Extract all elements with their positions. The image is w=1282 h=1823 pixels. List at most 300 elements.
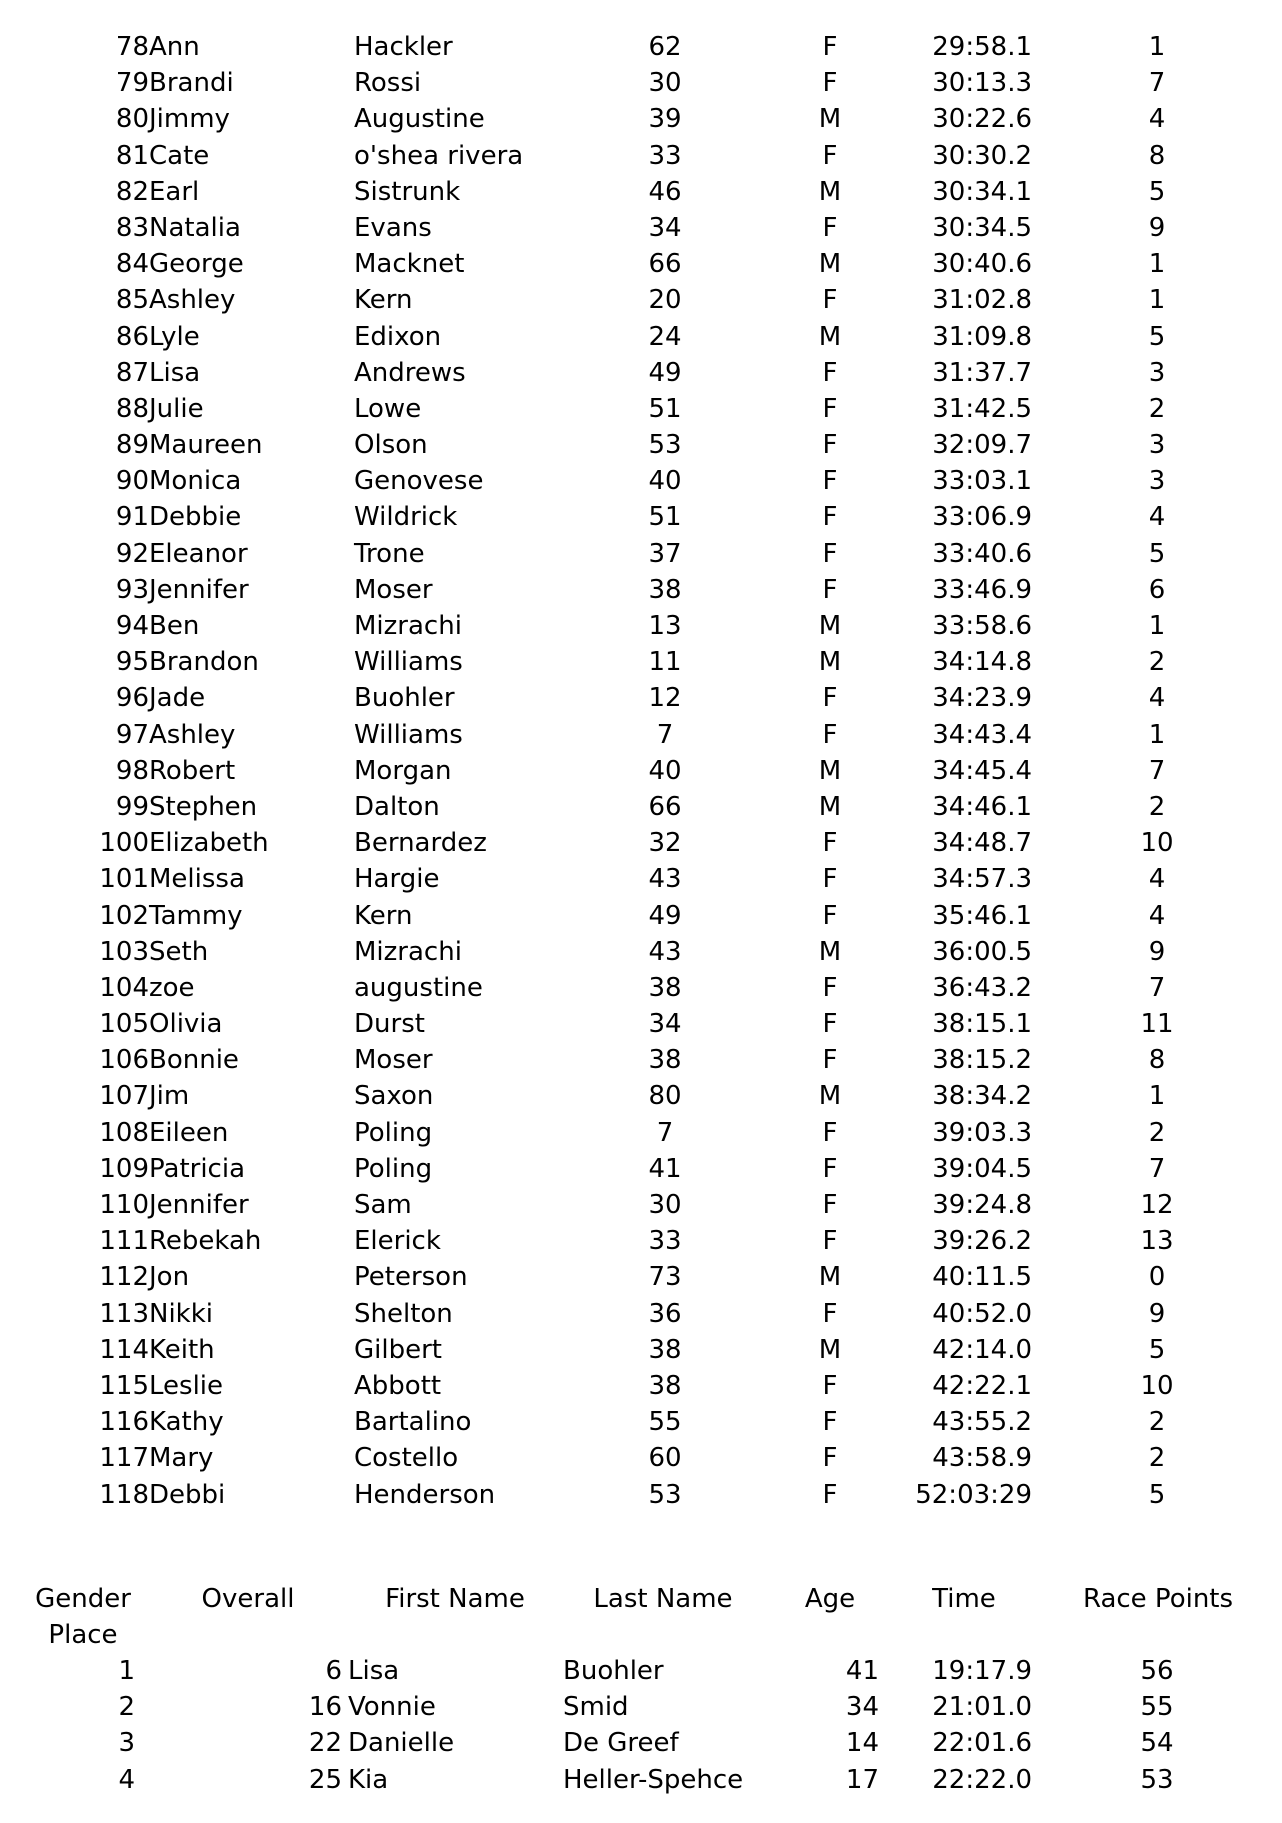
age-cell: 34 (648, 1009, 682, 1040)
first-name-cell: Olivia (149, 1009, 223, 1040)
time-cell: 34:45.4 (932, 755, 1032, 786)
age-cell: 38 (648, 972, 682, 1003)
last-name-cell: Kern (354, 900, 413, 931)
table-row (0, 1042, 1282, 1078)
age-cell: 34 (845, 1692, 879, 1723)
first-name-cell: Jade (149, 683, 206, 714)
table-row (0, 499, 1282, 535)
age-cell: 36 (648, 1298, 682, 1329)
points-cell: 9 (1148, 1298, 1166, 1329)
points-cell: 2 (1148, 1407, 1166, 1438)
gender-cell: F (822, 719, 838, 750)
header-time: Time (932, 1584, 996, 1614)
gender-cell: F (822, 683, 838, 714)
time-cell: 31:09.8 (932, 321, 1032, 352)
table-row (0, 1725, 1282, 1761)
first-name-cell: Lisa (348, 1656, 400, 1686)
gender-table-body (0, 1653, 1282, 1798)
table-row (0, 608, 1282, 644)
gender-cell: F (822, 1009, 838, 1040)
table-row (0, 825, 1282, 861)
last-name-cell: Hackler (354, 32, 453, 62)
place-cell: 80 (115, 104, 149, 135)
time-cell: 39:24.8 (932, 1190, 1032, 1220)
last-name-cell: Dalton (354, 791, 440, 822)
place-cell: 86 (115, 321, 149, 352)
points-cell: 3 (1148, 466, 1166, 497)
header-last-name: Last Name (593, 1584, 733, 1614)
first-name-cell: Cate (149, 140, 210, 171)
gender-cell: F (822, 1226, 838, 1257)
points-cell: 8 (1148, 140, 1166, 171)
last-name-cell: Wildrick (354, 502, 458, 533)
points-cell: 10 (1140, 828, 1174, 859)
place-cell: 112 (99, 1262, 149, 1293)
age-cell: 43 (648, 864, 682, 895)
last-name-cell: Bernardez (354, 828, 487, 859)
gender-cell: F (822, 1045, 838, 1076)
place-cell: 92 (115, 538, 149, 569)
gender-cell: F (822, 972, 838, 1003)
gender-cell: M (818, 176, 842, 207)
points-cell: 4 (1148, 683, 1166, 714)
time-cell: 33:06.9 (932, 502, 1032, 533)
time-cell: 33:40.6 (932, 538, 1032, 569)
table-row (0, 138, 1282, 174)
gender-cell: M (818, 936, 842, 967)
points-cell: 1 (1148, 719, 1166, 750)
table-row (0, 1151, 1282, 1187)
time-cell: 33:58.6 (932, 611, 1032, 641)
age-cell: 7 (656, 719, 674, 750)
points-cell: 1 (1148, 249, 1166, 280)
time-cell: 30:34.5 (932, 212, 1032, 243)
time-cell: 30:40.6 (932, 249, 1032, 280)
table-row (0, 174, 1282, 210)
table-row (0, 789, 1282, 825)
points-cell: 8 (1148, 1045, 1166, 1076)
table-row (0, 1223, 1282, 1259)
gender-place-cell: 3 (118, 1728, 135, 1759)
place-cell: 106 (99, 1045, 149, 1076)
place-cell: 85 (115, 285, 149, 316)
points-cell: 0 (1148, 1262, 1166, 1293)
last-name-cell: Buohler (563, 1656, 664, 1686)
points-cell: 5 (1148, 538, 1166, 569)
place-cell: 102 (99, 900, 149, 931)
age-cell: 38 (648, 1334, 682, 1365)
points-cell: 1 (1148, 285, 1166, 316)
first-name-cell: Maureen (149, 430, 263, 461)
time-cell: 31:37.7 (932, 357, 1032, 388)
first-name-cell: Nikki (149, 1298, 214, 1329)
first-name-cell: Leslie (149, 1370, 224, 1401)
gender-cell: F (822, 538, 838, 569)
age-cell: 40 (648, 466, 682, 497)
last-name-cell: Williams (354, 647, 463, 678)
overall-results-table (0, 29, 1282, 1513)
age-cell: 51 (648, 502, 682, 533)
gender-place-cell: 2 (118, 1692, 135, 1723)
gender-cell: F (822, 864, 838, 895)
time-cell: 30:22.6 (932, 104, 1032, 135)
gender-cell: M (818, 755, 842, 786)
header-race-points: Race Points (1082, 1584, 1234, 1614)
gender-cell: M (818, 104, 842, 135)
gender-results-table (0, 1581, 1282, 1798)
place-cell: 118 (99, 1479, 149, 1510)
table-row (0, 1296, 1282, 1332)
last-name-cell: Sistrunk (354, 176, 461, 207)
last-name-cell: Saxon (354, 1081, 434, 1112)
time-cell: 31:42.5 (932, 393, 1032, 424)
time-cell: 33:03.1 (932, 466, 1032, 497)
first-name-cell: Mary (149, 1443, 214, 1474)
points-cell: 4 (1148, 104, 1166, 135)
table-row (0, 246, 1282, 282)
place-cell: 82 (115, 176, 149, 207)
table-row (0, 1477, 1282, 1513)
last-name-cell: Poling (354, 1153, 433, 1184)
age-cell: 43 (648, 936, 682, 967)
age-cell: 24 (648, 321, 682, 352)
place-cell: 103 (99, 936, 149, 967)
age-cell: 12 (648, 683, 682, 714)
place-cell: 109 (99, 1153, 149, 1184)
place-cell: 95 (115, 647, 149, 678)
place-cell: 84 (115, 249, 149, 280)
age-cell: 33 (648, 1226, 682, 1257)
points-cell: 7 (1148, 1153, 1166, 1184)
gender-cell: F (822, 1443, 838, 1474)
time-cell: 34:48.7 (932, 828, 1032, 859)
last-name-cell: Buohler (354, 683, 455, 714)
points-cell: 54 (1140, 1728, 1174, 1759)
first-name-cell: Kia (348, 1764, 389, 1795)
age-cell: 51 (648, 393, 682, 424)
gender-cell: M (818, 321, 842, 352)
points-cell: 5 (1148, 1334, 1166, 1365)
points-cell: 5 (1148, 321, 1166, 352)
age-cell: 55 (648, 1407, 682, 1438)
points-cell: 4 (1148, 502, 1166, 533)
age-cell: 11 (648, 647, 682, 678)
table-row (0, 753, 1282, 789)
points-cell: 2 (1148, 647, 1166, 678)
age-cell: 66 (648, 791, 682, 822)
age-cell: 37 (648, 538, 682, 569)
age-cell: 39 (648, 104, 682, 135)
table-row (0, 1115, 1282, 1151)
points-cell: 55 (1140, 1692, 1174, 1723)
gender-cell: F (822, 430, 838, 461)
place-cell: 107 (99, 1081, 149, 1112)
age-cell: 38 (648, 1370, 682, 1401)
table-row (0, 1762, 1282, 1798)
last-name-cell: Elerick (354, 1226, 441, 1257)
gender-cell: F (822, 1479, 838, 1510)
table-row (0, 898, 1282, 934)
table-row (0, 1187, 1282, 1223)
age-cell: 32 (648, 828, 682, 859)
header-first-name: First Name (385, 1584, 525, 1614)
age-cell: 38 (648, 574, 682, 605)
table-row (0, 319, 1282, 355)
gender-cell: F (822, 357, 838, 388)
time-cell: 34:43.4 (932, 719, 1032, 750)
last-name-cell: Morgan (354, 755, 452, 786)
time-cell: 22:01.6 (932, 1728, 1032, 1759)
table-row (0, 861, 1282, 897)
place-cell: 87 (115, 357, 149, 388)
first-name-cell: Lisa (149, 357, 201, 388)
gender-cell: F (822, 285, 838, 316)
time-cell: 38:15.2 (932, 1045, 1032, 1076)
gender-cell: F (822, 828, 838, 859)
points-cell: 1 (1148, 611, 1166, 641)
first-name-cell: Debbie (149, 502, 242, 533)
points-cell: 1 (1148, 32, 1166, 62)
points-cell: 5 (1148, 176, 1166, 207)
last-name-cell: Evans (354, 212, 432, 243)
place-cell: 111 (99, 1226, 149, 1257)
table-row (0, 101, 1282, 137)
points-cell: 4 (1148, 900, 1166, 931)
points-cell: 7 (1148, 68, 1166, 99)
points-cell: 1 (1148, 1081, 1166, 1112)
points-cell: 56 (1140, 1656, 1174, 1686)
table-row (0, 1440, 1282, 1476)
first-name-cell: Earl (149, 176, 200, 207)
first-name-cell: Robert (149, 755, 236, 786)
time-cell: 32:09.7 (932, 430, 1032, 461)
gender-cell: F (822, 1370, 838, 1401)
age-cell: 17 (845, 1764, 879, 1795)
header-gender-place: Gender Place (35, 1584, 131, 1650)
place-cell: 114 (99, 1334, 149, 1365)
header-age: Age (804, 1584, 856, 1614)
place-cell: 99 (115, 791, 149, 822)
first-name-cell: Vonnie (348, 1692, 436, 1723)
table-row (0, 680, 1282, 716)
time-cell: 22:22.0 (932, 1764, 1032, 1795)
points-cell: 11 (1140, 1009, 1174, 1040)
place-cell: 81 (115, 140, 149, 171)
last-name-cell: Gilbert (354, 1334, 442, 1365)
table-row (0, 355, 1282, 391)
points-cell: 7 (1148, 972, 1166, 1003)
age-cell: 20 (648, 285, 682, 316)
age-cell: 73 (648, 1262, 682, 1293)
first-name-cell: Debbi (149, 1479, 226, 1510)
age-cell: 49 (648, 900, 682, 931)
age-cell: 30 (648, 68, 682, 99)
first-name-cell: Elizabeth (149, 828, 269, 859)
points-cell: 2 (1148, 1117, 1166, 1148)
first-name-cell: Bonnie (149, 1045, 239, 1076)
first-name-cell: Ann (149, 32, 200, 62)
table-row (0, 391, 1282, 427)
last-name-cell: o'shea rivera (354, 140, 524, 171)
overall-cell: 25 (308, 1764, 342, 1795)
last-name-cell: Augustine (354, 104, 485, 135)
last-name-cell: Sam (354, 1190, 412, 1220)
first-name-cell: Danielle (348, 1728, 455, 1759)
place-cell: 78 (115, 32, 149, 62)
first-name-cell: Jimmy (149, 104, 230, 135)
last-name-cell: Durst (354, 1009, 425, 1040)
last-name-cell: De Greef (563, 1728, 679, 1759)
first-name-cell: Julie (149, 393, 204, 424)
time-cell: 33:46.9 (932, 574, 1032, 605)
table-row (0, 210, 1282, 246)
table-row (0, 572, 1282, 608)
last-name-cell: Mizrachi (354, 611, 462, 641)
gender-place-cell: 1 (118, 1656, 135, 1686)
gender-cell: F (822, 1153, 838, 1184)
table-row (0, 65, 1282, 101)
gender-cell: M (818, 647, 842, 678)
time-cell: 31:02.8 (932, 285, 1032, 316)
table-row (0, 536, 1282, 572)
points-cell: 2 (1148, 791, 1166, 822)
time-cell: 29:58.1 (932, 32, 1032, 62)
time-cell: 40:52.0 (932, 1298, 1032, 1329)
gender-cell: M (818, 1262, 842, 1293)
last-name-cell: Bartalino (354, 1407, 472, 1438)
place-cell: 91 (115, 502, 149, 533)
place-cell: 94 (115, 611, 149, 641)
place-cell: 116 (99, 1407, 149, 1438)
points-cell: 12 (1140, 1190, 1174, 1220)
table-row (0, 1404, 1282, 1440)
age-cell: 14 (845, 1728, 879, 1759)
place-cell: 110 (99, 1190, 149, 1220)
first-name-cell: Monica (149, 466, 242, 497)
time-cell: 42:22.1 (932, 1370, 1032, 1401)
first-name-cell: Brandon (149, 647, 259, 678)
gender-cell: M (818, 791, 842, 822)
last-name-cell: Hargie (354, 864, 440, 895)
place-cell: 83 (115, 212, 149, 243)
table-row (0, 29, 1282, 65)
gender-cell: F (822, 140, 838, 171)
place-cell: 98 (115, 755, 149, 786)
table-row (0, 427, 1282, 463)
first-name-cell: Natalia (149, 212, 241, 243)
last-name-cell: Kern (354, 285, 413, 316)
last-name-cell: Genovese (354, 466, 484, 497)
place-cell: 113 (99, 1298, 149, 1329)
table-row (0, 970, 1282, 1006)
first-name-cell: Jim (149, 1081, 190, 1112)
gender-cell: F (822, 1190, 838, 1220)
time-cell: 38:15.1 (932, 1009, 1032, 1040)
time-cell: 39:03.3 (932, 1117, 1032, 1148)
gender-cell: F (822, 1407, 838, 1438)
points-cell: 10 (1140, 1370, 1174, 1401)
header-overall: Overall (201, 1584, 295, 1614)
points-cell: 53 (1140, 1764, 1174, 1795)
last-name-cell: Trone (354, 538, 425, 569)
gender-cell: F (822, 1298, 838, 1329)
age-cell: 53 (648, 430, 682, 461)
place-cell: 93 (115, 574, 149, 605)
time-cell: 42:14.0 (932, 1334, 1032, 1365)
time-cell: 34:14.8 (932, 647, 1032, 678)
table-row (0, 1653, 1282, 1689)
first-name-cell: Brandi (149, 68, 234, 99)
time-cell: 30:13.3 (932, 68, 1032, 99)
last-name-cell: Costello (354, 1443, 459, 1474)
time-cell: 30:34.1 (932, 176, 1032, 207)
points-cell: 3 (1148, 430, 1166, 461)
overall-cell: 6 (325, 1656, 342, 1686)
time-cell: 19:17.9 (932, 1656, 1032, 1686)
age-cell: 30 (648, 1190, 682, 1220)
time-cell: 36:00.5 (932, 936, 1032, 967)
first-name-cell: Eleanor (149, 538, 248, 569)
first-name-cell: George (149, 249, 244, 280)
gender-cell: F (822, 574, 838, 605)
gender-place-cell: 4 (118, 1764, 135, 1795)
age-cell: 60 (648, 1443, 682, 1474)
gender-cell: F (822, 68, 838, 99)
first-name-cell: Melissa (149, 864, 245, 895)
last-name-cell: Olson (354, 430, 428, 461)
first-name-cell: Ben (149, 611, 200, 641)
time-cell: 40:11.5 (932, 1262, 1032, 1293)
gender-cell: F (822, 1117, 838, 1148)
place-cell: 115 (99, 1370, 149, 1401)
last-name-cell: augustine (354, 972, 483, 1003)
first-name-cell: Ashley (149, 285, 236, 316)
first-name-cell: Keith (149, 1334, 215, 1365)
last-name-cell: Moser (354, 574, 433, 605)
age-cell: 80 (648, 1081, 682, 1112)
last-name-cell: Abbott (354, 1370, 442, 1401)
age-cell: 38 (648, 1045, 682, 1076)
age-cell: 7 (656, 1117, 674, 1148)
time-cell: 34:46.1 (932, 791, 1032, 822)
table-row (0, 282, 1282, 318)
time-cell: 30:30.2 (932, 140, 1032, 171)
place-cell: 97 (115, 719, 149, 750)
gender-cell: F (822, 502, 838, 533)
table-row (0, 644, 1282, 680)
first-name-cell: Jon (149, 1262, 190, 1293)
points-cell: 9 (1148, 936, 1166, 967)
last-name-cell: Smid (563, 1692, 629, 1723)
table-row (0, 1332, 1282, 1368)
last-name-cell: Edixon (354, 321, 442, 352)
age-cell: 62 (648, 32, 682, 62)
place-cell: 108 (99, 1117, 149, 1148)
age-cell: 33 (648, 140, 682, 171)
first-name-cell: zoe (149, 972, 195, 1003)
points-cell: 3 (1148, 357, 1166, 388)
first-name-cell: Patricia (149, 1153, 246, 1184)
last-name-cell: Rossi (354, 68, 422, 99)
last-name-cell: Andrews (354, 357, 466, 388)
first-name-cell: Rebekah (149, 1226, 262, 1257)
points-cell: 2 (1148, 1443, 1166, 1474)
last-name-cell: Heller-Spehce (563, 1764, 744, 1795)
place-cell: 88 (115, 393, 149, 424)
points-cell: 13 (1140, 1226, 1174, 1257)
first-name-cell: Kathy (149, 1407, 224, 1438)
time-cell: 39:26.2 (932, 1226, 1032, 1257)
